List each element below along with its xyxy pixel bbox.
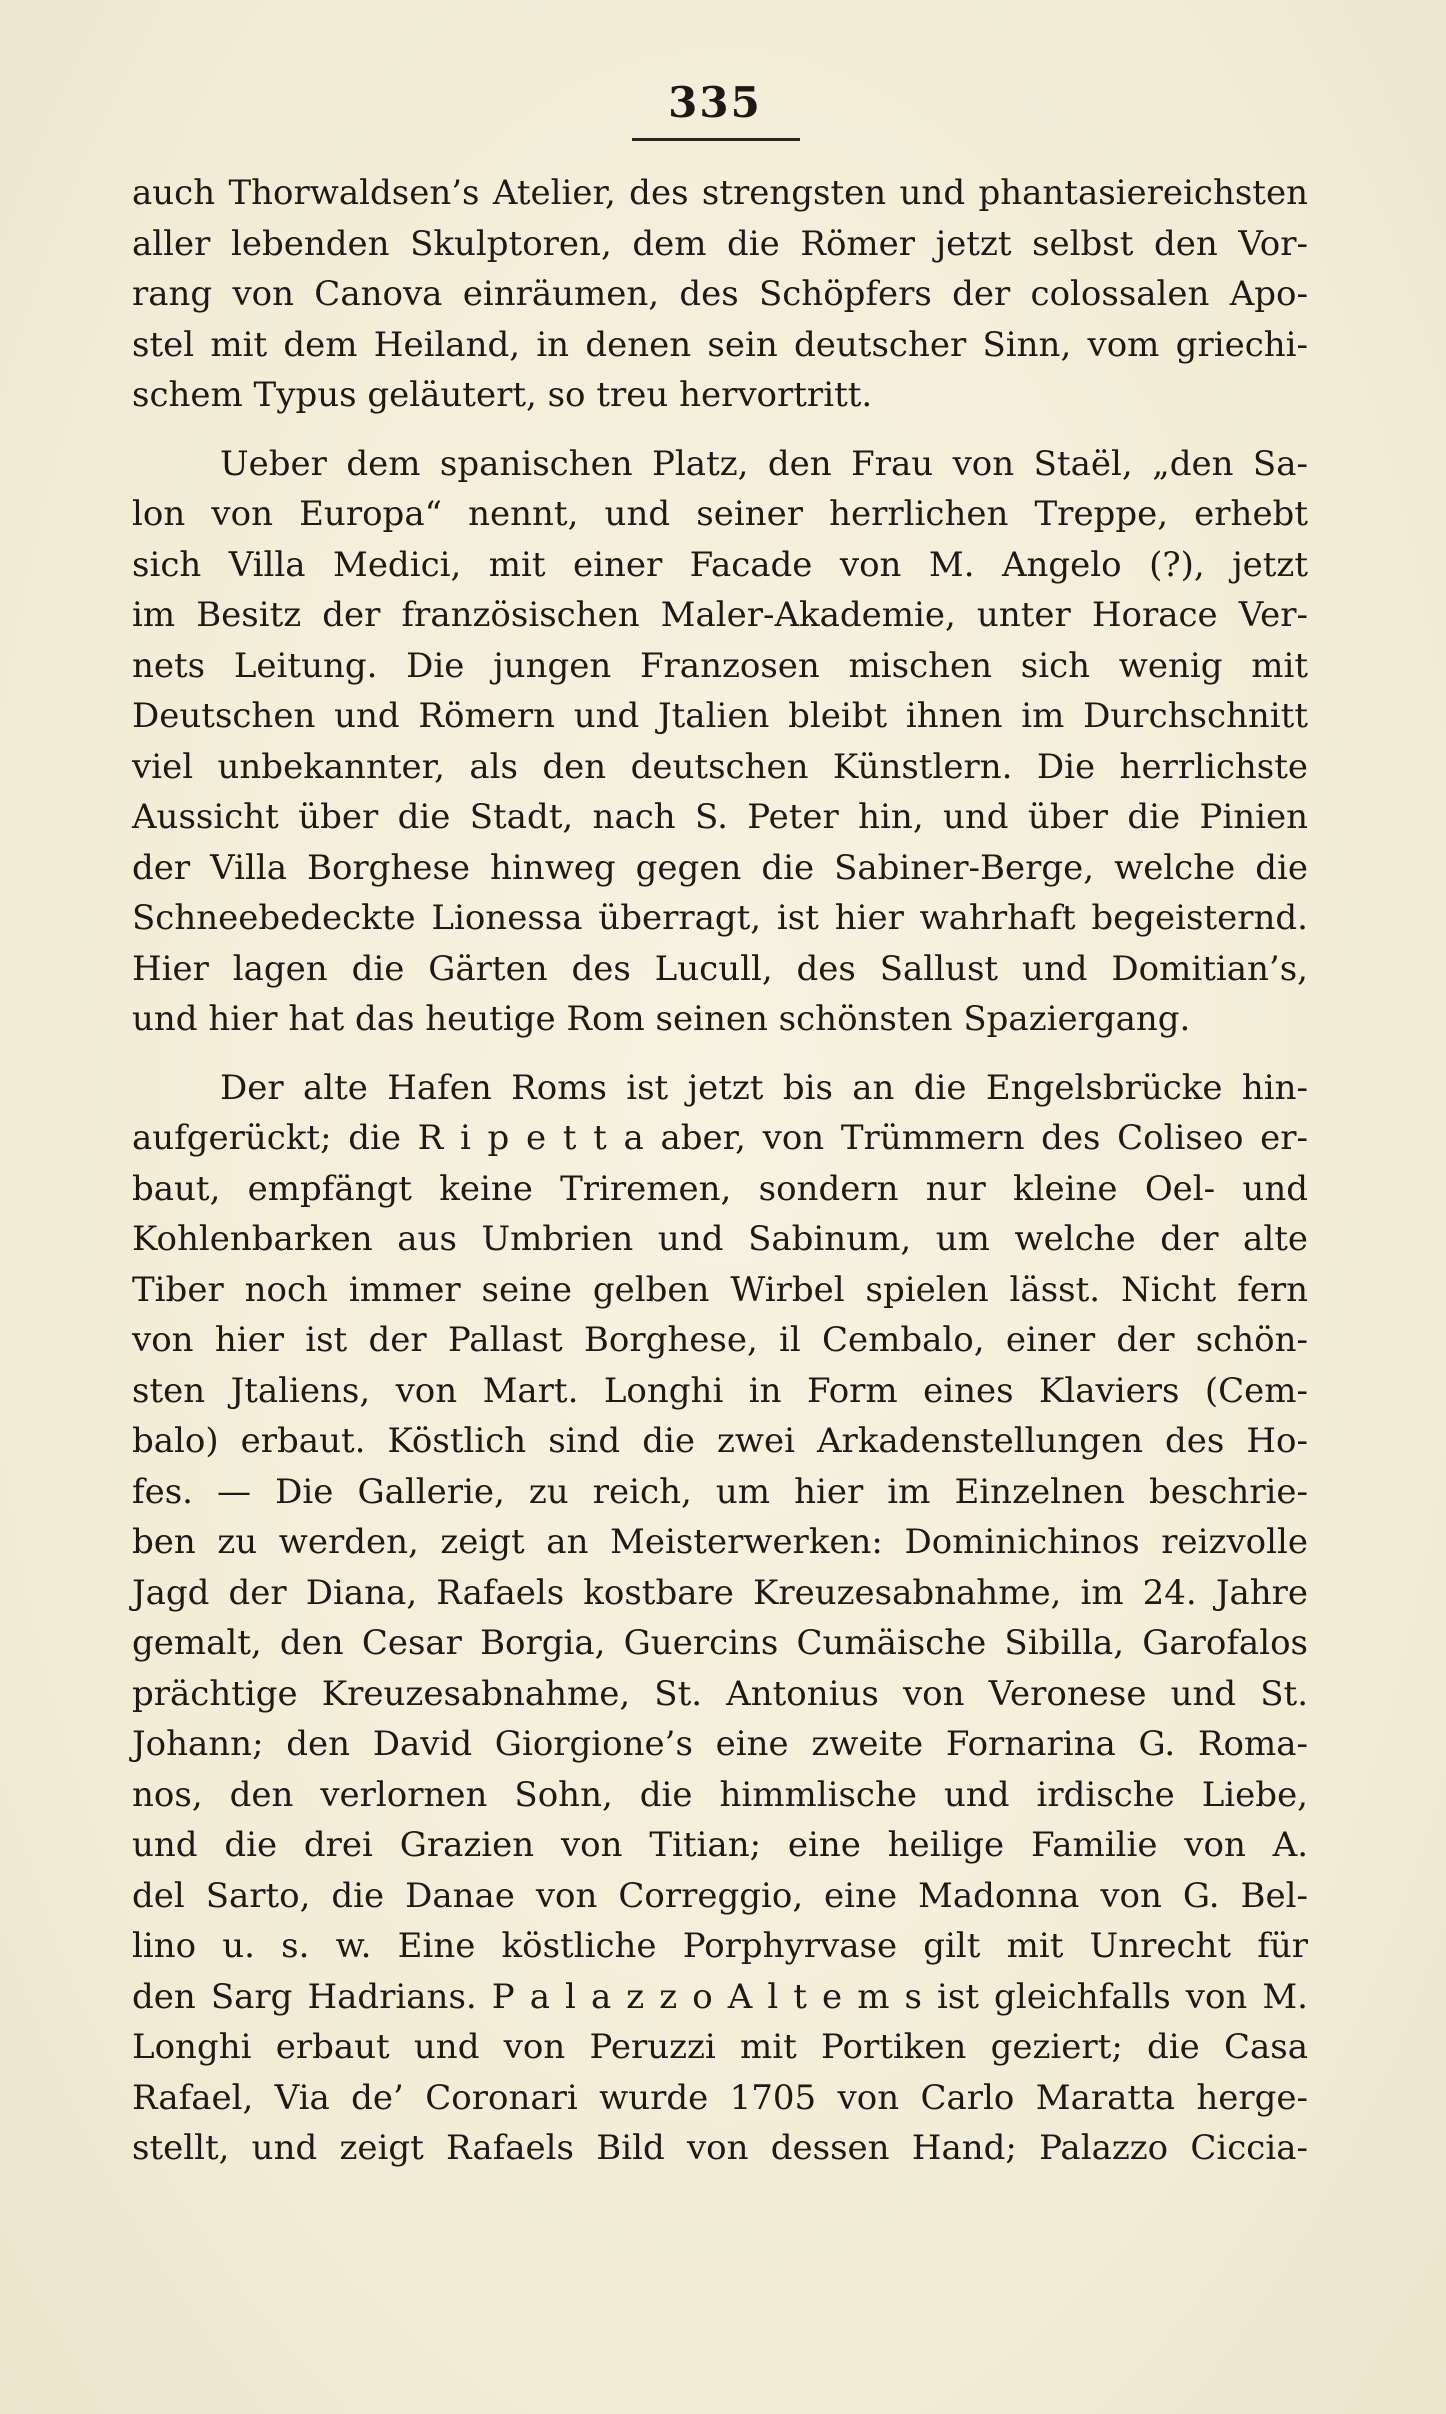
text-line: der Villa Borghese hinweg gegen die Sabiner-Berge, welche die bbox=[132, 847, 1308, 888]
text-line: sich Villa Medici, mit einer Facade von M. Angelo (?), jetzt bbox=[132, 544, 1308, 585]
text-line: stellt, und zeigt Rafaels Bild von dessen Hand; Palazzo Ciccia- bbox=[132, 2128, 1308, 2168]
text-line: Rafael, Via de’ Coronari wurde 1705 von Carlo Maratta herge- bbox=[132, 2077, 1308, 2118]
paragraph-3 bbox=[132, 1063, 1308, 2174]
text-line: aller lebenden Skulptoren, dem die Römer jetzt selbst den Vor- bbox=[132, 223, 1308, 264]
text-line: nos, den verlornen Sohn, die himmlische und irdische Liebe, bbox=[132, 1774, 1308, 1815]
text-line: aufgerückt; die R i p e t t a aber, von Trümmern des Coliseo er- bbox=[132, 1118, 1308, 1158]
text-line: und hier hat das heutige Rom seinen schönsten Spaziergang. bbox=[132, 999, 1191, 1039]
text-line: Ueber dem spanischen Platz, den Frau von Staël, „den Sa- bbox=[220, 443, 1308, 484]
text-line: von hier ist der Pallast Borghese, il Cembalo, einer der schön- bbox=[132, 1320, 1308, 1360]
text-line: schem Typus geläutert, so treu hervortritt. bbox=[132, 375, 873, 415]
text-line: Aussicht über die Stadt, nach S. Peter hin, und über die Pinien bbox=[132, 797, 1308, 837]
header-rule bbox=[632, 138, 800, 141]
text-line: den Sarg Hadrians. P a l a z z o A l t e m s ist gleichfalls von M. bbox=[132, 1976, 1308, 2017]
text-line: Deutschen und Römern und Jtalien bleibt ihnen im Durchschnitt bbox=[132, 696, 1308, 736]
text-line: stel mit dem Heiland, in denen sein deutscher Sinn, vom griechi- bbox=[132, 324, 1308, 365]
text-line: und die drei Grazien von Titian; eine heilige Familie von A. bbox=[132, 1825, 1308, 1865]
text-line: prächtige Kreuzesabnahme, St. Antonius von Veronese und St. bbox=[132, 1673, 1308, 1714]
page-number: 335 bbox=[668, 78, 762, 127]
text-line: gemalt, den Cesar Borgia, Guercins Cumäische Sibilla, Garofalos bbox=[132, 1623, 1308, 1663]
text-line: fes. — Die Gallerie, zu reich, um hier im Einzelnen beschrie- bbox=[132, 1471, 1308, 1512]
text-line: Schneebedeckte Lionessa überragt, ist hier wahrhaft begeisternd. bbox=[132, 898, 1308, 938]
text-line: lon von Europa“ nennt, und seiner herrlichen Treppe, erhebt bbox=[132, 494, 1308, 534]
body-text bbox=[132, 168, 1308, 2174]
text-line: Jagd der Diana, Rafaels kostbare Kreuzesabnahme, im 24. Jahre bbox=[132, 1572, 1308, 1613]
text-line: sten Jtaliens, von Mart. Longhi in Form eines Klaviers (Cem- bbox=[132, 1370, 1308, 1411]
text-line: balo) erbaut. Köstlich sind die zwei Arkadenstellungen des Ho- bbox=[132, 1421, 1308, 1461]
text-line: Tiber noch immer seine gelben Wirbel spielen lässt. Nicht fern bbox=[132, 1269, 1308, 1310]
text-line: lino u. s. w. Eine köstliche Porphyrvase gilt mit Unrecht für bbox=[132, 1926, 1308, 1966]
text-line: rang von Canova einräumen, des Schöpfers der colossalen Apo- bbox=[132, 274, 1308, 314]
text-line: Kohlenbarken aus Umbrien und Sabinum, um welche der alte bbox=[132, 1219, 1308, 1259]
text-line: nets Leitung. Die jungen Franzosen mischen sich wenig mit bbox=[132, 645, 1308, 686]
text-line: baut, empfängt keine Triremen, sondern nur kleine Oel- und bbox=[132, 1168, 1308, 1209]
text-line: auch Thorwaldsen’s Atelier, des strengsten und phantasiereichsten bbox=[132, 173, 1308, 213]
text-line: viel unbekannter, als den deutschen Künstlern. Die herrlichste bbox=[132, 746, 1308, 787]
text-line: Hier lagen die Gärten des Lucull, des Sallust und Domitian’s, bbox=[132, 948, 1308, 989]
paragraph-2 bbox=[132, 439, 1308, 1045]
text-line: Der alte Hafen Roms ist jetzt bis an die Engelsbrücke hin- bbox=[220, 1067, 1308, 1108]
text-line: ben zu werden, zeigt an Meisterwerken: Dominichinos reizvolle bbox=[132, 1522, 1308, 1562]
paragraph-1 bbox=[132, 168, 1308, 421]
text-line: im Besitz der französischen Maler-Akademie, unter Horace Ver- bbox=[132, 595, 1308, 635]
text-line: del Sarto, die Danae von Correggio, eine Madonna von G. Bel- bbox=[132, 1875, 1308, 1916]
text-line: Longhi erbaut und von Peruzzi mit Portiken geziert; die Casa bbox=[132, 2027, 1308, 2067]
text-line: Johann; den David Giorgione’s eine zweite Fornarina G. Roma- bbox=[132, 1724, 1308, 1764]
